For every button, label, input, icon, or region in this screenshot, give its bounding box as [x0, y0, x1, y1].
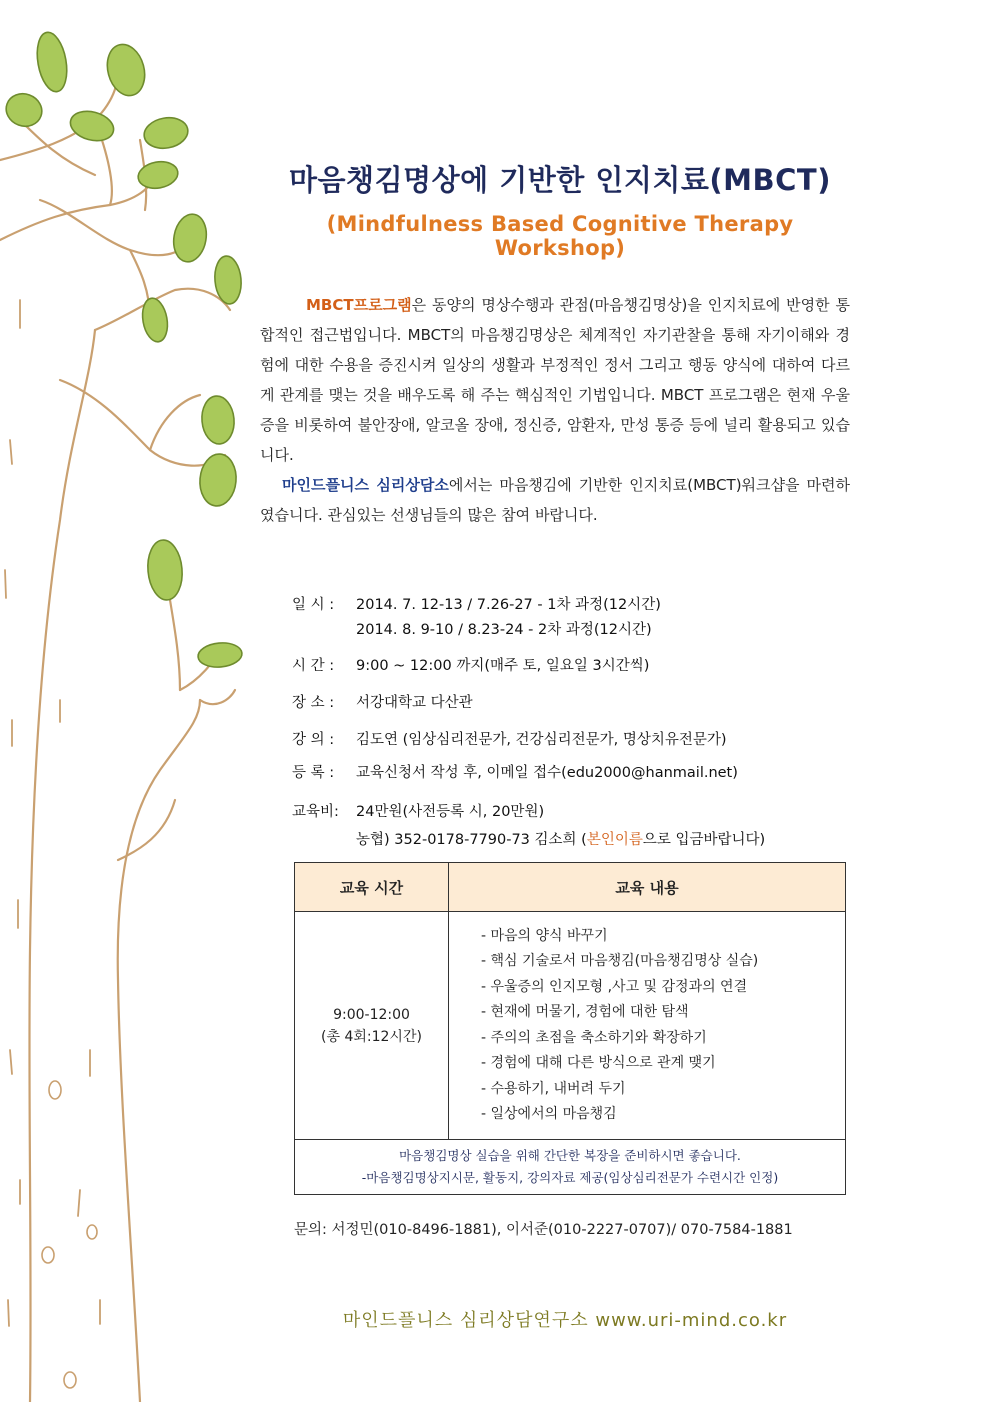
intro-text [260, 290, 850, 530]
schedule-content-cell [449, 912, 846, 1140]
lecturer-row [292, 728, 727, 749]
fee-label: 교육비: [292, 804, 339, 820]
intro-paragraph-1-text: 은 동양의 명상수행과 관점(마음챙김명상)을 인지치료에 반영한 통합적인 접근법입니다. MBCT의 마음챙김명상은 체계적인 자기관찰을 통해 자기이해와 경험에 대한 수용을 증진시켜 일상의 생활과 부정적인 정서 그리고 행동 양식에 대하여 다르게 관계를 맺는 것을 배우도록 해 주는 핵심적인 기법입니다. MBCT 프로그램은 현재 우울증을 비롯하여 불안장애, 알코올 장애, 정신증, 암환자, 만성 통증 등에 널리 활용되고 있습니다. [260, 296, 850, 464]
schedule-note-row [295, 1140, 846, 1195]
date-row [292, 593, 661, 614]
time-value: 9:00 ~ 12:00 까지(매주 토, 일요일 3시간씩) [356, 658, 650, 674]
lecturer-value: 김도연 (임상심리전문가, 건강심리전문가, 명상치유전문가) [356, 732, 727, 748]
time-label: 시 간 : [292, 658, 335, 674]
fee-row [292, 800, 544, 821]
schedule-body-row [295, 912, 846, 1140]
register-label: 등 록 : [292, 765, 335, 781]
center-name-highlight: 마인드플니스 심리상담소 [282, 476, 449, 494]
list-item: - 마음의 양식 바꾸기 [481, 927, 608, 944]
curriculum-list [481, 924, 845, 1128]
date-value-1: 2014. 7. 12-13 / 7.26-27 - 1차 과정(12시간) [356, 597, 661, 613]
contact-info: 문의: 서정민(010-8496-1881), 이서준(010-2227-0707)/ 070-7584-1881 [294, 1222, 793, 1238]
schedule-time-total: (총 4회:12시간) [321, 1028, 422, 1045]
time-row [292, 654, 649, 675]
tree-illustration [0, 0, 260, 1402]
schedule-note-cell [295, 1140, 846, 1195]
list-item: - 경험에 대해 다른 방식으로 관계 맺기 [481, 1055, 716, 1071]
fee-value: 24만원(사전등록 시, 20만원) [356, 804, 545, 820]
list-item: - 핵심 기술로서 마음챙김(마음챙김명상 실습) [481, 953, 759, 969]
schedule-table [294, 862, 846, 1195]
program-name-highlight: MBCT프로그램 [306, 296, 412, 314]
note-line-1: 마음챙김명상 실습을 위해 간단한 복장을 준비하시면 좋습니다. [399, 1148, 741, 1163]
bank-prefix: 농협) 352-0178-7790-73 김소희 ( [356, 832, 587, 848]
schedule-time-cell [295, 912, 449, 1140]
intro-paragraph-2 [260, 470, 850, 530]
column-header-content: 교육 내용 [449, 863, 846, 912]
column-header-time: 교육 시간 [295, 863, 449, 912]
page-subtitle: (Mindfulness Based Cognitive Therapy Workshop) [326, 212, 794, 260]
date-label: 일 시 : [292, 597, 335, 613]
lecturer-label: 강 의 : [292, 732, 335, 748]
list-item: - 현재에 머물기, 경험에 대한 탐색 [481, 1004, 689, 1020]
intro-paragraph-1 [260, 290, 850, 470]
register-value: 교육신청서 작성 후, 이메일 접수(edu2000@hanmail.net) [356, 765, 738, 781]
schedule-header-row [295, 863, 846, 912]
place-row [292, 691, 473, 712]
date-row-2 [292, 618, 652, 639]
bank-row [292, 828, 765, 849]
list-item: - 일상에서의 마음챙김 [481, 1106, 617, 1122]
list-item: - 주의의 초점을 축소하기와 확장하기 [481, 1029, 707, 1046]
schedule-time-value: 9:00-12:00 [333, 1006, 410, 1023]
intro-paragraph-2-text: 에서는 마음챙김에 기반한 인지치료(MBCT)워크샵을 마련하였습니다. 관심있는 선생님들의 많은 참여 바랍니다. [260, 476, 850, 524]
list-item: - 우울증의 인지모형 ,사고 및 감정과의 연결 [481, 978, 748, 995]
list-item: - 수용하기, 내버려 두기 [481, 1080, 626, 1097]
date-value-2: 2014. 8. 9-10 / 8.23-24 - 2차 과정(12시간) [356, 622, 652, 638]
place-value: 서강대학교 다산관 [356, 695, 473, 711]
place-label: 장 소 : [292, 695, 335, 711]
note-line-2: -마음챙김명상지시문, 활동지, 강의자료 제공(임상심리전문가 수련시간 인정) [361, 1170, 779, 1185]
bank-name-highlight: 본인이름 [586, 832, 643, 848]
footer-org: 마인드플니스 심리상담연구소 www.uri-mind.co.kr [342, 1310, 788, 1331]
bank-suffix: 으로 입금바랍니다) [642, 832, 766, 848]
register-row [292, 761, 738, 782]
page-title: 마음챙김명상에 기반한 인지치료(MBCT) [289, 163, 831, 197]
